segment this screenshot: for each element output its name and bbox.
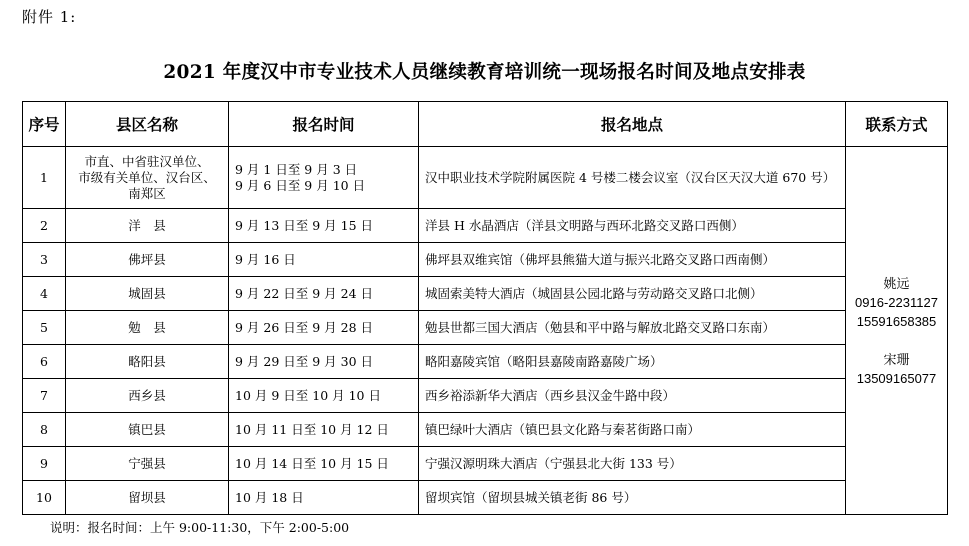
header-county: 县区名称 <box>66 102 229 147</box>
contact-phone: 13509165077 <box>856 370 937 386</box>
contact-song <box>846 350 947 388</box>
county-line: 市直、中省驻汉单位、 <box>84 153 210 169</box>
annex-label: 附件 1: <box>22 8 77 26</box>
row-county: 留坝县 <box>66 481 229 515</box>
row-time: 9 月 26 日至 9 月 28 日 <box>229 311 419 345</box>
table-row <box>23 147 948 209</box>
row-county: 镇巴县 <box>66 413 229 447</box>
table-row <box>23 481 948 515</box>
header-contact: 联系方式 <box>846 102 948 147</box>
schedule-table <box>22 101 948 515</box>
row-num: 2 <box>23 209 66 243</box>
row-county: 西乡县 <box>66 379 229 413</box>
row-time: 10 月 9 日至 10 月 10 日 <box>229 379 419 413</box>
row-time: 10 月 18 日 <box>229 481 419 515</box>
row-place: 留坝宾馆（留坝县城关镇老街 86 号） <box>419 481 846 515</box>
row-num: 10 <box>23 481 66 515</box>
row-num: 5 <box>23 311 66 345</box>
table-row <box>23 243 948 277</box>
row-num: 6 <box>23 345 66 379</box>
header-num: 序号 <box>23 102 66 147</box>
time-line: 9 月 1 日至 9 月 3 日 <box>235 161 358 177</box>
row-place: 洋县 H 水晶酒店（洋县文明路与西环北路交叉路口西侧） <box>419 209 846 243</box>
row-place: 勉县世都三国大酒店（勉县和平中路与解放北路交叉路口东南） <box>419 311 846 345</box>
row-county: 城固县 <box>66 277 229 311</box>
row-county: 洋 县 <box>66 209 229 243</box>
county-line: 南郑区 <box>128 185 166 201</box>
contact-name: 姚远 <box>883 275 910 291</box>
row-place: 西乡裕添新华大酒店（西乡县汉金牛路中段） <box>419 379 846 413</box>
document-title: 2021 年度汉中市专业技术人员继续教育培训统一现场报名时间及地点安排表 <box>163 62 806 83</box>
row-time <box>229 147 419 209</box>
row-num: 4 <box>23 277 66 311</box>
row-time: 10 月 11 日至 10 月 12 日 <box>229 413 419 447</box>
table-row <box>23 209 948 243</box>
row-place: 佛坪县双维宾馆（佛坪县熊猫大道与振兴北路交叉路口西南侧） <box>419 243 846 277</box>
row-county: 宁强县 <box>66 447 229 481</box>
header-place: 报名地点 <box>419 102 846 147</box>
row-county: 略阳县 <box>66 345 229 379</box>
contact-phone: 15591658385 <box>856 313 937 329</box>
row-time: 9 月 13 日至 9 月 15 日 <box>229 209 419 243</box>
row-county <box>66 147 229 209</box>
table-row <box>23 311 948 345</box>
row-num: 9 <box>23 447 66 481</box>
row-num: 7 <box>23 379 66 413</box>
table-header-row <box>23 102 948 147</box>
row-time: 9 月 29 日至 9 月 30 日 <box>229 345 419 379</box>
row-county: 佛坪县 <box>66 243 229 277</box>
contact-name: 宋珊 <box>883 351 910 367</box>
contact-cell <box>846 147 948 515</box>
row-place: 宁强汉源明珠大酒店（宁强县北大街 133 号） <box>419 447 846 481</box>
footnote: 说明：报名时间：上午 9:00-11:30，下午 2:00-5:00 <box>50 520 350 535</box>
table-row <box>23 447 948 481</box>
row-num: 3 <box>23 243 66 277</box>
row-time: 9 月 16 日 <box>229 243 419 277</box>
row-place: 汉中职业技术学院附属医院 4 号楼二楼会议室（汉台区天汉大道 670 号） <box>419 147 846 209</box>
contact-phone: 0916-2231127 <box>855 294 938 310</box>
row-num: 1 <box>23 147 66 209</box>
row-place: 镇巴绿叶大酒店（镇巴县文化路与秦茗街路口南） <box>419 413 846 447</box>
row-place: 略阳嘉陵宾馆（略阳县嘉陵南路嘉陵广场） <box>419 345 846 379</box>
row-place: 城固索美特大酒店（城固县公园北路与劳动路交叉路口北侧） <box>419 277 846 311</box>
row-time: 9 月 22 日至 9 月 24 日 <box>229 277 419 311</box>
time-line: 9 月 6 日至 9 月 10 日 <box>235 177 366 193</box>
county-line: 市级有关单位、汉台区、 <box>78 169 216 185</box>
row-num: 8 <box>23 413 66 447</box>
contact-yao <box>846 274 947 331</box>
row-county: 勉 县 <box>66 311 229 345</box>
table-row <box>23 413 948 447</box>
table-row <box>23 345 948 379</box>
table-row <box>23 379 948 413</box>
table-row <box>23 277 948 311</box>
header-time: 报名时间 <box>229 102 419 147</box>
row-time: 10 月 14 日至 10 月 15 日 <box>229 447 419 481</box>
